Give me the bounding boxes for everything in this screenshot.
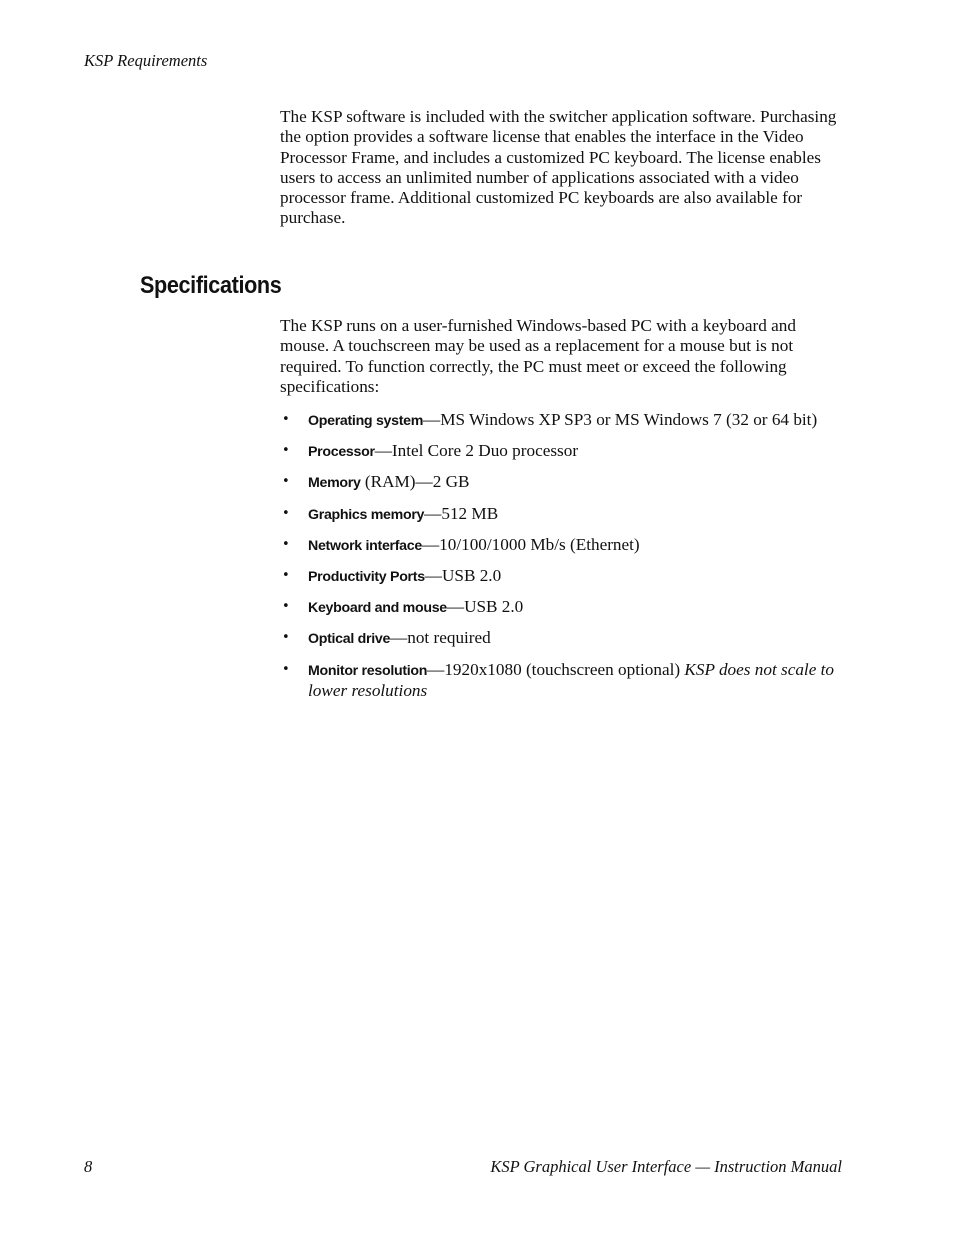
spec-item-graphics-memory (280, 504, 846, 525)
spec-item-memory (280, 472, 846, 493)
bullet-icon: • (282, 474, 290, 490)
spec-value: —MS Windows XP SP3 or MS Windows 7 (32 or 64 bit) (423, 410, 818, 429)
spec-item-network-interface (280, 535, 846, 556)
spec-value: —1920x1080 (touchscreen optional) (427, 659, 685, 679)
spec-value: —USB 2.0 (424, 565, 502, 585)
bullet-icon: • (282, 412, 290, 427)
spec-label: Optical drive (308, 631, 391, 648)
spec-value: —10/100/1000 Mb/s (Ethernet) (421, 534, 640, 554)
running-head: KSP Requirements (84, 51, 208, 70)
spec-item-optical-drive (280, 628, 846, 649)
spec-item-keyboard-and-mouse (280, 597, 846, 618)
spec-label: Keyboard and mouse (308, 600, 447, 617)
spec-label: Productivity Ports (308, 568, 425, 585)
spec-value: —Intel Core 2 Duo processor (374, 441, 579, 461)
spec-item-operating-system (280, 410, 846, 431)
bullet-icon: • (282, 661, 290, 677)
spec-value: —USB 2.0 (446, 597, 524, 617)
footer-title: KSP Graphical User Interface — Instruction Manual (490, 1157, 842, 1176)
bullet-icon: • (282, 505, 290, 521)
page-number: 8 (84, 1157, 93, 1176)
spec-list (280, 410, 846, 711)
spec-label: Operating system (308, 413, 424, 429)
bullet-icon: • (282, 599, 290, 615)
spec-label: Network interface (308, 537, 422, 554)
intro-paragraph: The KSP software is included with the switcher application software. Purchasing the option provides a software license that enables the interface in the Video Processor Frame, and includes a customized PC keyboard. The license enables users to access an unlimited number of applications associated with a video processor frame. Additional customized PC keyboards are also available for purchase. (280, 107, 837, 228)
spec-label: Processor (308, 444, 375, 461)
bullet-icon: • (282, 567, 290, 583)
spec-note: KSP does not scale to lower resolutions (308, 659, 834, 700)
section-paragraph: The KSP runs on a user-furnished Windows-based PC with a keyboard and mouse. A touchscreen may be used as a replacement for a mouse but is not required. To function correctly, the PC must meet or exceed the following specifications: (280, 316, 796, 396)
bullet-icon: • (282, 536, 290, 552)
bullet-icon: • (282, 443, 290, 459)
spec-label: Graphics memory (308, 506, 425, 523)
spec-item-processor (280, 441, 846, 462)
spec-item-monitor-resolution (280, 660, 846, 702)
bullet-icon: • (282, 630, 290, 646)
spec-label: Memory (308, 475, 361, 492)
spec-item-productivity-ports (280, 566, 846, 587)
spec-value: —not required (390, 628, 491, 648)
section-heading: Specifications (140, 272, 282, 299)
spec-value: —512 MB (424, 503, 499, 523)
spec-label: Monitor resolution (308, 662, 428, 679)
spec-value: (RAM)—2 GB (360, 472, 470, 492)
